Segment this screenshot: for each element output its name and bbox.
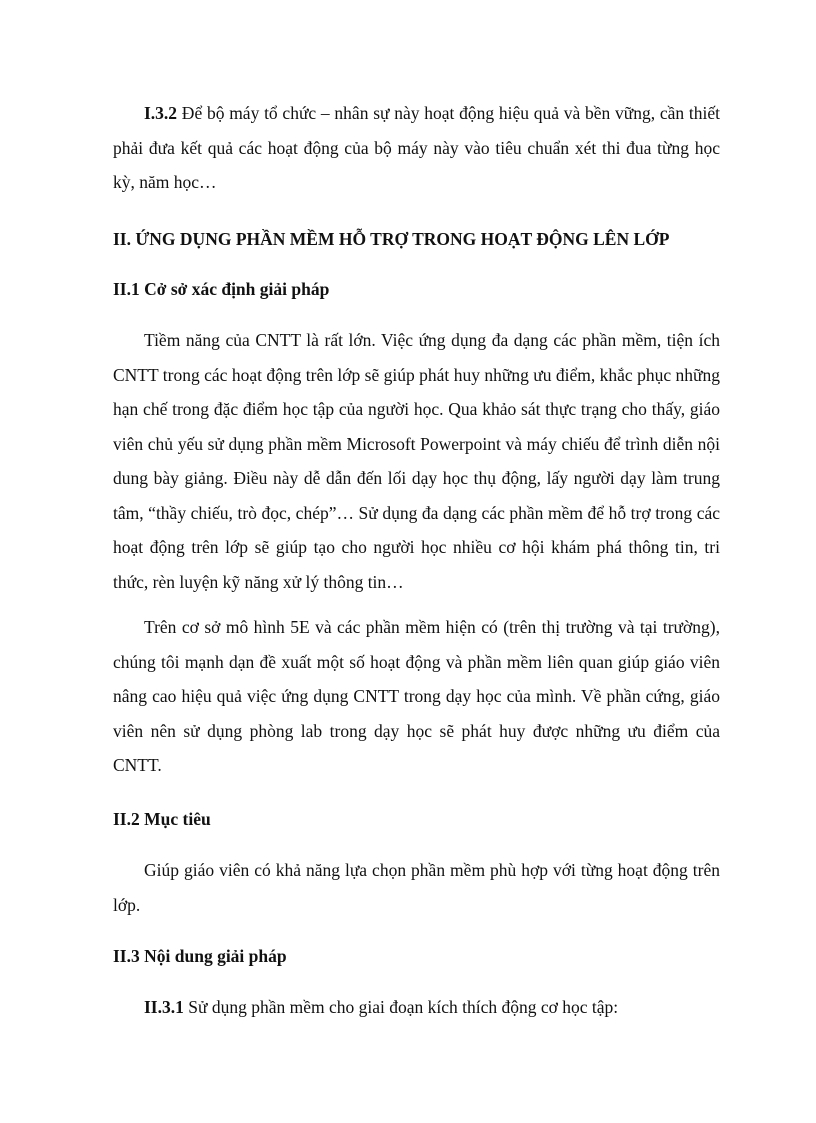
section-2-1-heading: II.1 Cở sở xác định giải pháp — [113, 279, 330, 299]
paragraph-2-1-b: Trên cơ sở mô hình 5E và các phần mềm hiện có (trên thị trường và tại trường), chúng tôi mạnh dạn đề xuất một số hoạt động và phần mềm liên quan giúp giáo viên nâng cao hiệu quả việc ứng dụng CNTT trong dạy học của mình. Về phần cứng, giáo viên nên sử dụng phòng lab trong dạy học sẽ phát huy được những ưu điểm của CNTT. — [113, 617, 720, 775]
paragraph-text: Để bộ máy tổ chức – nhân sự này hoạt động hiệu quả và bền vững, cần thiết phải đưa kết quả các hoạt động của bộ máy này vào tiêu chuẩn xét thi đua từng học kỳ, năm học… — [113, 103, 720, 192]
paragraph-section-1-3-2 — [113, 96, 720, 200]
section-number: I.3.2 — [144, 103, 178, 123]
section-2-heading: II. ỨNG DỤNG PHẦN MỀM HỖ TRỢ TRONG HOẠT ĐỘNG LÊN LỚP — [113, 229, 670, 249]
paragraph-section-2-3-1 — [113, 990, 720, 1025]
paragraph-2-1-a: Tiềm năng của CNTT là rất lớn. Việc ứng dụng đa dạng các phần mềm, tiện ích CNTT trong các hoạt động trên lớp sẽ giúp phát huy những ưu điểm, khắc phục những hạn chế trong đặc điểm học tập của người học. Qua khảo sát thực trạng cho thấy, giáo viên chủ yếu sử dụng phần mềm Microsoft Powerpoint và máy chiếu để trình diễn nội dung bày giảng. Điều này dễ dẫn đến lối dạy học thụ động, lấy người dạy làm trung tâm, “thầy chiếu, trò đọc, chép”… Sử dụng đa dạng các phần mềm để hỗ trợ trong các hoạt động trên lớp sẽ giúp tạo cho người học nhiều cơ hội khám phá thông tin, tri thức, rèn luyện kỹ năng xử lý thông tin… — [113, 330, 720, 592]
section-number: II.3.1 — [144, 997, 184, 1017]
paragraph-text: Sử dụng phần mềm cho giai đoạn kích thích động cơ học tập: — [183, 997, 619, 1017]
paragraph-2-2: Giúp giáo viên có khả năng lựa chọn phần mềm phù hợp với từng hoạt động trên lớp. — [113, 860, 720, 915]
section-2-2-heading: II.2 Mục tiêu — [113, 809, 211, 829]
section-2-3-heading: II.3 Nội dung giải pháp — [113, 946, 287, 966]
